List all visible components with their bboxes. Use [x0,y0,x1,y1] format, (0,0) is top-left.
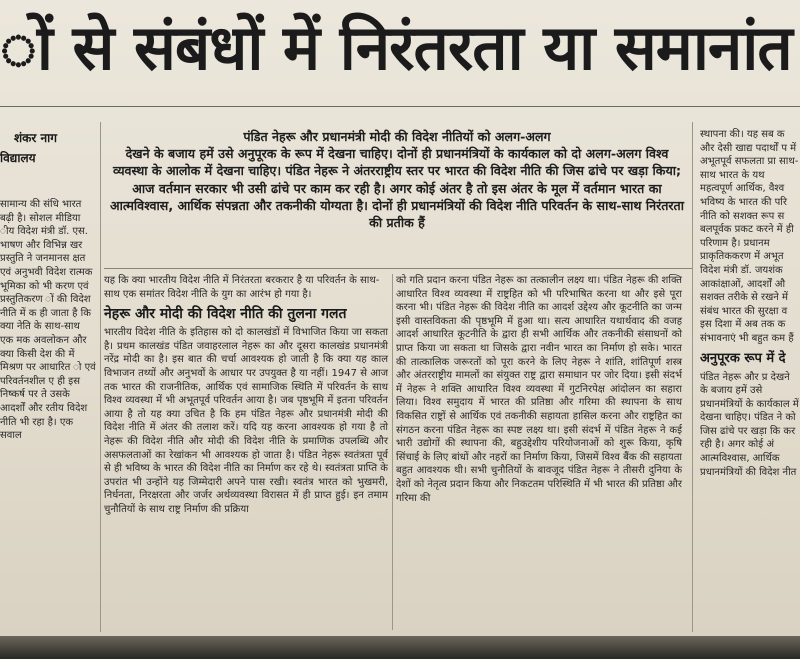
pull-quote-rule [104,268,692,269]
headline: ों से संबंधों में निरंतरता या समानांत [0,11,792,84]
pull-quote [108,128,686,268]
right-column-bottom: पंडित नेहरू और प्र देखने के बजाय हमें उसे प्रधानमंत्रियों के कार्यकाल में देखना चाहिए। पंडित ने को जिस ढांचे पर खड़ा कि कर रही है। अगर कोई अं आत्मविश्वास, आर्थिक प्रधानमंत्रियों की विदेश नीत [700,371,799,478]
middle-column-2 [396,274,682,630]
column-divider-1 [100,122,101,632]
middle-column-1 [104,274,388,630]
intro-paragraph: यह कि क्या भारतीय विदेश नीति में निरंतरता बरकरार है या परिवर्तन के साथ-साथ एक समांतर विदेश नीति के युग का आरंभ हो गया है। [104,275,380,300]
column-divider-2 [392,274,393,630]
page-edge [0,636,800,659]
column-divider-3 [692,122,693,632]
left-column-text: सामान्य की संधि भारत बढ़ी है। सोशल मीडिया ीय विदेश मंत्री डॉ. एस. भाषण और विभिन्न खर प्रस्तुति ने जनमानस क्षत एवं अनुभवी विदेश रात्मक भूमिका को भी करण एवं प्रस्तुतिकरण ों की विदेश नीति में क ही जाता है कि क्या नेति के साथ-साथ एक मक अवलोकन और क्या किसी देश की में मिश्रण पर आधारित ो एवं परिवर्तनशील ए ही इस निष्कर्ष पर ते उसके आदर्शों और रतीय विदेश नीति भी रहा है। एक सवाल [0,199,96,442]
right-column-top: स्थापना की। यह सब क और देसी खाद्य पदार्थों प में अभूतपूर्व सफलता प्रा साथ-साथ भारत के यथ महत्वपूर्ण आर्थिक, वैश्व भविष्य के भारत की परि नीति को सशक्त रूप स बलपूर्वक प्रकट करने में ही परिणाम है। प्रधानम प्राकृतिककरण में अभूत विदेश मंत्री डॉ. जयशंक आकांक्षाओं, आदर्शों औ सशक्त तरीके से रखने में संबंध भारत की सुरक्षा व इस दिशा में अब तक क संभावनाएं भी बहुत कम हैं [700,129,799,344]
middle-column-2-body: को गति प्रदान करना पंडित नेहरू का तत्कालीन लक्ष्य था। पंडित नेहरू की शक्ति आधारित विश्व व्यवस्था में राष्ट्रहित को भी परिभाषित करना था और इसे पूरा करना भी। पंडित नेहरू की विदेश नीति का आदर्श उद्देश्य और कूटनीति का जन्म इसी वास्तविकता की पृष्ठभूमि में हुआ था। सत्य आधारित यथार्थवाद की वजह आदर्श आधारित कूटनीति के द्वारा ही सभी आर्थिक और तकनीकी संसाधनों को प्राप्त किया जा सकता था जिसके द्वारा नवीन भारत का निर्माण हो सके। भारत की तात्कालिक जरूरतों को पूरा करने के लिए नेहरू ने शांति, शांतिपूर्ण शस्त्र और अंतरराष्ट्रीय मामलों का संयुक्त राष्ट्र द्वारा समाधान पर जोर दिया। इसी संदर्भ में नेहरू ने शक्ति आधारित विश्व व्यवस्था में गुटनिरपेक्ष आंदोलन का सहारा लिया। विश्व समुदाय में भारत की प्रतिष्ठा और गरिमा की स्थापना के साथ विकसित राष्ट्रों से आर्थिक एवं तकनीकी सहायता हासिल करना और राष्ट्रहित का संगठन करना पंडित नेहरू का स्पष्ट लक्ष्य था। इसी संदर्भ में पंडित नेहरू ने कई भारी उद्योगों की स्थापना की, बहुउद्देशीय परियोजनाओं को शुरू किया, कृषि सिंचाई के लिए बांधों और नहरों का निर्माण किया, जिसमें विश्व बैंक की सहायता बहुत आवश्यक थी। सभी चुनौतियों के बावजूद पंडित नेहरू ने तीसरी दुनिया के देशों को नेतृत्व प्रदान किया और निकटतम परिस्थिति में भी भारत की प्रतिष्ठा और गरिमा की [396,275,682,504]
headline-rule [0,106,800,107]
right-column-subhead: अनुपूरक रूप में दे [700,350,786,366]
left-column [0,131,96,536]
pull-quote-line1: पंडित नेहरू और प्रधानमंत्री मोदी की विदेश नीतियों को अलग-अलग [243,129,551,144]
byline-affiliation: विद्यालय [0,151,36,165]
right-column [700,128,800,568]
byline-name: शंकर नाग [14,131,57,145]
section-subhead: नेहरू और मोदी की विदेश नीति की तुलना गलत [104,306,347,323]
pull-quote-body: देखने के बजाय हमें उसे अनुपूरक के रूप में देखना चाहिए। दोनों ही प्रधानमंत्रियों के कार्यकाल को दो अलग-अलग विश्व व्यवस्था के आलोक में देखना चाहिए। पंडित नेहरू ने अंतरराष्ट्रीय स्तर पर भारत की विदेश नीति की जिस ढांचे पर खड़ा किया; आज वर्तमान सरकार भी उसी ढांचे पर काम कर रही है। अगर कोई अंतर है तो इस अंतर के मूल में वर्तमान भारत का आत्मविश्वास, आर्थिक संपन्नता और तकनीकी योग्यता है। दोनों ही प्रधानमंत्रियों की विदेश नीति परिवर्तन के साथ-साथ निरंतरता की प्रतीक हैं [109,146,684,231]
middle-column-1-body: भारतीय विदेश नीति के इतिहास को दो कालखंडों में विभाजित किया जा सकता है। प्रथम कालखंड पंडित जवाहरलाल नेहरू का और दूसरा कालखंड प्रधानमंत्री नरेंद्र मोदी का है। इस बात की चर्चा आवश्यक हो जाती है कि क्या यह काल विभाजन तथ्यों और अनुभवों के आधार पर उपयुक्त है या नहीं। 1947 से आज तक भारत की राजनीतिक, आर्थिक एवं सामाजिक स्थिति में परिवर्तन के साथ विश्व व्यवस्था में भी अभूतपूर्व परिवर्तन आया है। जब पृष्ठभूमि में इतना परिवर्तन आया है तो यह क्या उचित है कि हम पंडित नेहरू और प्रधानमंत्री मोदी की विदेश नीति में अंतर की तलाश करें। यदि यह करना आवश्यक हो गया है तो नेहरू की विदेश नीति और मोदी की विदेश नीति के प्रमाणिक उपलब्धि और असफलताओं का रेखांकन भी आवश्यक हो जाता है। पंडित नेहरू स्वतंत्रता पूर्व से ही भविष्य के भारत की विदेश नीति का निर्माण कर रहे थे। स्वतंत्रता प्राप्ति के उपरांत भी उन्होंने यह जिम्मेदारी अपने पास रखी। स्वतंत्र भारत को भुखमरी, निर्धनता, निरक्षरता और जर्जर अर्थव्यवस्था विरासत में ही प्राप्त हुई। इन तमाम चुनौतियों के साथ राष्ट्र निर्माण की प्रक्रिया [104,327,388,515]
